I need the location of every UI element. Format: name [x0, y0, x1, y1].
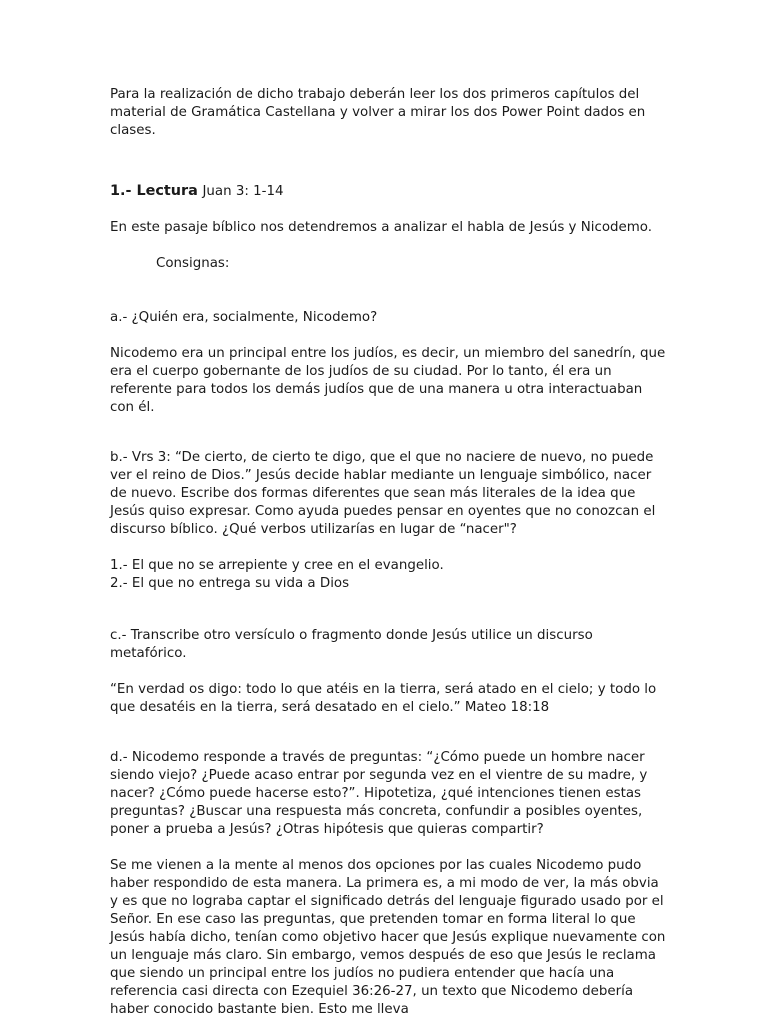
section-heading-reference: Juan 3: 1-14 [202, 184, 284, 199]
intro-paragraph: Para la realización de dicho trabajo deberán leer los dos primeros capítulos del material de Gramática Castellana y volver a mirar los dos Power Point dados en clases. [110, 87, 646, 138]
spacer [110, 237, 670, 255]
question-c: c.- Transcribe otro versículo o fragmento donde Jesús utilice un discurso metafórico. [110, 628, 593, 661]
spacer [110, 539, 670, 557]
spacer [110, 140, 670, 182]
spacer [110, 839, 670, 857]
answer-d: Se me vienen a la mente al menos dos opciones por las cuales Nicodemo pudo haber respondido de esta manera. La primera es, a mi modo de ver, la más obvia y es que no lograba captar el significado detrás del lenguaje figurado usado por el Señor. En ese caso las preguntas, que pretenden tomar en forma literal lo que Jesús había dicho, tenían como objetivo hacer que Jesús explique nuevamente con un lenguaje más claro. Sin embargo, vemos después de eso que Jesús le reclama que siendo un principal entre los judíos no pudiera entender que hacía una referencia casi directa con Ezequiel 36:26-27, un texto que Nicodemo debería haber conocido bastante bien. Esto me lleva [110, 858, 666, 1017]
answer-b-item-1: 1.- El que no se arrepiente y cree en el evangelio. [110, 558, 444, 573]
answer-c: “En verdad os digo: todo lo que atéis en la tierra, será atado en el cielo; y todo lo que desatéis en la tierra, será desatado en el cielo.” Mateo 18:18 [110, 682, 657, 715]
question-b: b.- Vrs 3: “De cierto, de cierto te digo, que el que no naciere de nuevo, no puede ver el reino de Dios.” Jesús decide hablar mediante un lenguaje simbólico, nacer de nuevo. Escribe dos formas diferentes que sean más literales de la idea que Jesús quiso expresar. Como ayuda puedes pensar en oyentes que no conozcan el discurso bíblico. ¿Qué verbos utilizarías en lugar de “nacer"? [110, 450, 656, 537]
question-a: a.- ¿Quién era, socialmente, Nicodemo? [110, 310, 378, 325]
spacer [110, 327, 670, 345]
spacer [110, 417, 670, 449]
question-d: d.- Nicodemo responde a través de preguntas: “¿Cómo puede un hombre nacer siendo viejo? ¿Puede acaso entrar por segunda vez en el vientre de su madre, y nacer? ¿Cómo puede hacerse esto?”. Hipotetiza, ¿qué intenciones tienen estas preguntas? ¿Buscar una respuesta más concreta, confundir a posibles oyentes, poner a prueba a Jesús? ¿Otras hipótesis que quieras compartir? [110, 750, 648, 837]
section-heading-title: 1.- Lectura [110, 183, 198, 199]
spacer [110, 663, 670, 681]
spacer [110, 717, 670, 749]
answer-b-item-2: 2.- El que no entrega su vida a Dios [110, 576, 350, 591]
passage-intro: En este pasaje bíblico nos detendremos a analizar el habla de Jesús y Nicodemo. [110, 220, 653, 235]
spacer [110, 201, 670, 219]
section-heading [110, 182, 670, 201]
spacer [110, 273, 670, 309]
spacer [110, 593, 670, 627]
consignas-label: Consignas: [156, 256, 230, 271]
answer-a: Nicodemo era un principal entre los judíos, es decir, un miembro del sanedrín, que era el cuerpo gobernante de los judíos de su ciudad. Por lo tanto, él era un referente para todos los demás judíos que de una manera u otra interactuaban con él. [110, 346, 666, 415]
document-page [110, 86, 670, 1019]
